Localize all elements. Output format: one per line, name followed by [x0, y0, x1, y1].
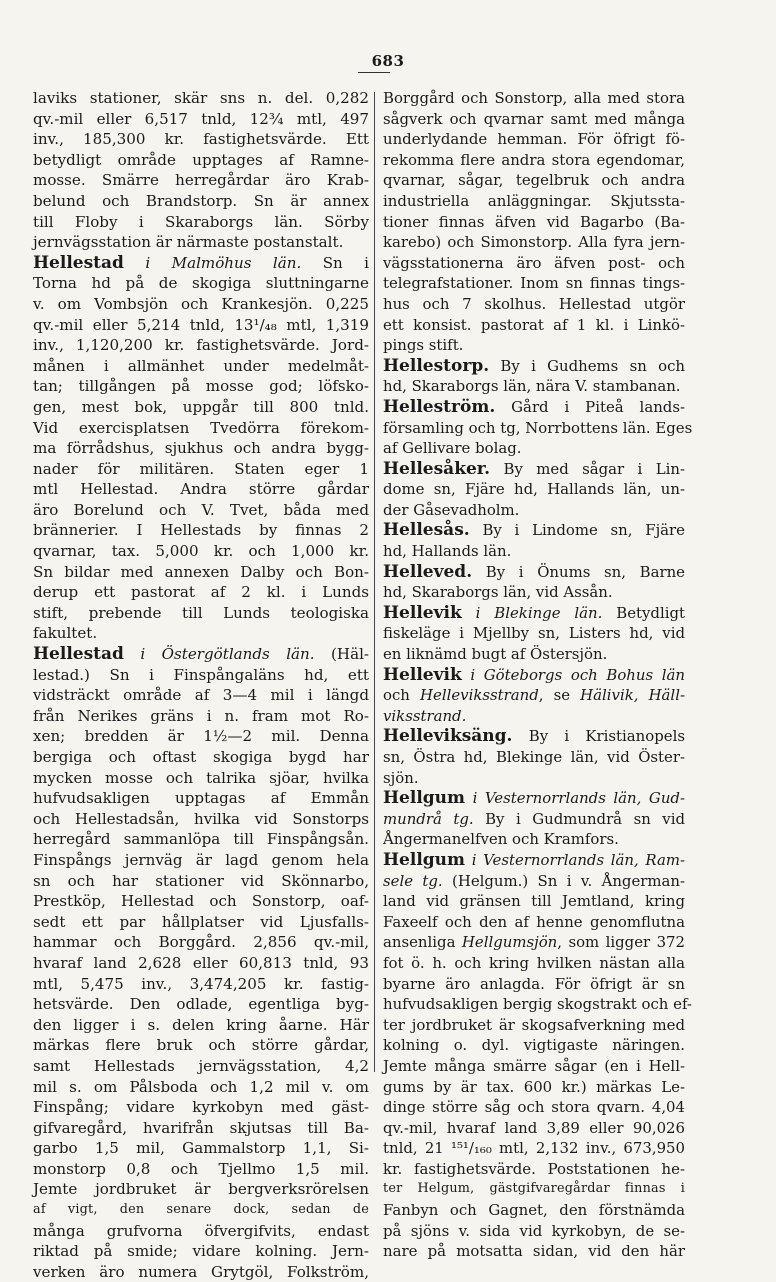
line-text: Sn i [301, 253, 370, 272]
line-text: från Nerikes gräns i n. fram mot Ro- [33, 706, 369, 725]
text-line [383, 850, 685, 871]
text-line [33, 974, 369, 995]
text-line [383, 809, 685, 830]
line-text: kolning o. dyl. vigtigaste näringen. [383, 1036, 685, 1055]
line-text: gifvaregård, hvarifrån skjutsas till Ba- [33, 1118, 369, 1137]
line-text: Gård i Piteå lands- [495, 397, 685, 416]
entry-headword: Hellevik [383, 602, 462, 623]
text-line [33, 459, 369, 480]
text-line [33, 191, 369, 212]
text-line [33, 665, 369, 686]
text-line [33, 871, 369, 892]
line-text: kr. fastighetsvärde. Poststationen he- [383, 1159, 685, 1178]
line-text: sn, Östra hd, Blekinge län, vid Öster- [383, 748, 685, 766]
line-text: belund och Brandstorp. Sn är annex [33, 191, 369, 210]
text-line [33, 726, 369, 747]
line-text: land vid gränsen till Jemtland, kring [383, 892, 685, 911]
text-line [383, 109, 685, 130]
text-line [383, 871, 685, 892]
italic-text: Hellgumsjön [461, 933, 558, 952]
line-text: By i Lindome sn, Fjäre [469, 521, 685, 540]
line-text: fiskeläge i Mjellby sn, Listers hd, vid [383, 624, 685, 643]
line-text: samt Hellestads jernvägsstation, 4,2 [33, 1056, 369, 1075]
text-line [383, 1179, 685, 1200]
entry-headword: Hellestad [33, 644, 124, 665]
line-text: qvarnar, tax. 5,000 kr. och 1,000 kr. [33, 542, 369, 561]
text-line [383, 1118, 685, 1139]
line-text: rekomma flere andra stora egendomar, [383, 150, 685, 169]
text-line [383, 418, 693, 439]
text-line [383, 562, 685, 583]
line-text: den ligger i s. delen kring åarne. Här [33, 1015, 369, 1034]
text-line [383, 623, 685, 644]
text-line [383, 644, 685, 665]
text-line [383, 500, 685, 521]
text-line [383, 953, 685, 974]
text-line [33, 438, 369, 459]
text-line [383, 891, 685, 912]
line-text: vidsträckt område af 3—4 mil i längd [33, 686, 369, 705]
text-line [33, 809, 369, 830]
line-text: der Gåsevadholm. [383, 500, 520, 519]
line-text: monstorp 0,8 och Tjellmo 1,5 mil. [33, 1159, 369, 1178]
text-line [383, 1221, 685, 1242]
text-line [383, 356, 685, 377]
text-line [33, 129, 369, 150]
line-text: vägsstationerna äro äfven post- och [383, 253, 685, 272]
text-line [383, 150, 685, 171]
line-text: mtl Hellestad. Andra större gårdar [33, 480, 369, 499]
text-line [33, 1015, 369, 1036]
line-text: (Helgum.) Sn i v. Ångerman- [442, 871, 685, 890]
line-text: till Floby i Skaraborgs län. Sörby [33, 212, 369, 231]
text-line [33, 315, 369, 336]
text-line [33, 294, 369, 315]
line-text: underlydande hemman. För öfrigt fö- [383, 130, 685, 149]
text-line [383, 747, 685, 768]
text-line [33, 644, 369, 665]
line-text: nare på motsatta sidan, vid den här [383, 1242, 685, 1261]
line-text: Ångermanelfven och Kramfors. [383, 830, 619, 849]
text-line [383, 397, 685, 418]
line-text: ma förrådshus, sjukhus och andra bygg- [33, 439, 369, 458]
line-text: hufvudsakligen bergig skogstrakt och ef- [383, 995, 692, 1014]
text-line [33, 1097, 369, 1118]
line-text: mosse. Smärre herregårdar äro Krab- [33, 171, 369, 190]
line-text: ett konsist. pastorat af 1 kl. i Linkö- [383, 315, 685, 334]
text-line [383, 335, 685, 356]
line-text: herregård sammanlöpa till Finspångsån. [33, 830, 369, 849]
entry-headword: Helleviksäng. [383, 726, 513, 747]
line-text: , som ligger 372 [557, 933, 685, 952]
text-line [383, 932, 685, 953]
entry-region: sele tg. [383, 871, 443, 890]
text-line [33, 520, 369, 541]
text-line [33, 500, 369, 521]
line-text: hvaraf land 2,628 eller 60,813 tnld, 93 [33, 953, 369, 972]
entry-region: i Blekinge län. [461, 603, 603, 622]
text-line [33, 623, 369, 644]
text-line [33, 953, 369, 974]
text-line [383, 726, 685, 747]
text-line [383, 438, 685, 459]
text-line [33, 418, 369, 439]
text-line [33, 994, 369, 1015]
line-text: inv., 185,300 kr. fastighetsvärde. Ett [33, 130, 369, 149]
line-text: garbo 1,5 mil, Gammalstorp 1,1, Si- [33, 1139, 369, 1158]
line-text: hetsvärde. Den odlade, egentliga byg- [33, 995, 369, 1014]
line-text: på sjöns v. sida vid kyrkobyn, de se- [383, 1221, 685, 1240]
text-line [33, 541, 369, 562]
entry-region: i Malmöhus län. [123, 253, 302, 272]
text-line [383, 685, 685, 706]
right-column [383, 88, 693, 1262]
entry-headword: Hellesåker. [383, 458, 491, 479]
italic-text: Hälivik, Häll- [580, 686, 685, 705]
line-text: församling och tg, Norrbottens län. Eges [383, 418, 693, 437]
line-text: , se [538, 686, 581, 705]
text-line [33, 562, 369, 583]
text-line [383, 974, 685, 995]
text-line [383, 520, 685, 541]
line-text: af Gellivare bolag. [383, 439, 522, 458]
text-line [383, 212, 685, 233]
line-text: bergiga och oftast skogiga bygd har [33, 748, 369, 766]
text-line [383, 315, 685, 336]
text-line [33, 1118, 369, 1139]
text-line [33, 829, 369, 850]
text-line [33, 335, 369, 356]
line-text: Finspång; vidare kyrkobyn med gäst- [33, 1098, 369, 1117]
entry-region: viksstrand. [383, 706, 467, 725]
line-text: mycken mosse och talrika sjöar, hvilka [33, 768, 369, 787]
line-text: qv.-mil eller 6,517 tnld, 12¾ mtl, 497 [33, 109, 369, 128]
line-text: Fanbyn och Gagnet, den förstnämda [383, 1201, 685, 1220]
line-text: inv., 1,120,200 kr. fastighetsvärde. Jord- [33, 336, 369, 355]
entry-headword: Hellgum [383, 849, 466, 870]
column-divider [374, 92, 375, 1072]
text-line [383, 170, 685, 191]
line-text: jernvägsstation är närmaste postanstalt. [33, 233, 344, 252]
line-text: Borggård och Sonstorp, alla med stora [383, 89, 685, 107]
text-line [383, 768, 685, 789]
text-line [383, 376, 685, 397]
text-line [33, 397, 369, 418]
text-line [33, 850, 369, 871]
entry-headword: Hellevik [383, 664, 462, 685]
line-text: sn och har stationer vid Skönnarbo, [33, 871, 369, 890]
entry-region: i Vesternorrlands län, Ram- [465, 850, 685, 869]
text-line [33, 1159, 369, 1180]
line-text: sedt ett par hållplatser vid Ljusfalls- [33, 912, 369, 931]
line-text: By med sågar i Lin- [490, 459, 685, 478]
text-line [33, 1200, 369, 1221]
line-text: Betydligt [602, 603, 685, 622]
text-line [33, 747, 369, 768]
line-text: v. om Vombsjön och Krankesjön. 0,225 [33, 294, 369, 313]
line-text: qv.-mil, hvaraf land 3,89 eller 90,026 [383, 1118, 685, 1137]
page-number-underline [358, 72, 390, 73]
line-text: af vigt, den senare dock, sedan de [33, 1202, 369, 1218]
text-line [383, 1015, 685, 1036]
text-line [33, 109, 369, 130]
line-text: ansenliga [383, 933, 462, 952]
line-text: By i Önums sn, Barne [472, 562, 685, 581]
line-text: qvarnar, sågar, tegelbruk och andra [383, 171, 685, 190]
entry-headword: Helleved. [383, 561, 473, 582]
text-line [383, 1241, 685, 1262]
text-line [383, 582, 685, 603]
line-text: Prestköp, Hellestad och Sonstorp, oaf- [33, 892, 369, 911]
text-line [383, 541, 685, 562]
line-text: By i Kristianopels [512, 727, 685, 746]
line-text: och [383, 686, 421, 705]
line-text: hd, Skaraborgs län, nära V. stambanan. [383, 377, 681, 396]
line-text: sågverk och qvarnar samt med många [383, 109, 685, 128]
line-text: mil s. om Pålsboda och 1,2 mil v. om [33, 1077, 369, 1096]
text-line [33, 1077, 369, 1098]
entry-headword: Hellesås. [383, 520, 470, 541]
line-text: Vid exercisplatsen Tvedörra förekom- [33, 418, 369, 437]
line-text: och Hellestadsån, hvilka vid Sonstorps [33, 809, 369, 828]
text-line [383, 129, 685, 150]
text-line [383, 479, 685, 500]
entry-headword: Hellestorp. [383, 355, 490, 376]
text-line [383, 1056, 685, 1077]
text-line [33, 891, 369, 912]
line-text: industriella anläggningar. Skjutssta- [383, 191, 685, 210]
line-text: Jemte jordbruket är bergverksrörelsen [33, 1180, 369, 1199]
entry-region: i Göteborgs och Bohus län [461, 665, 685, 684]
text-line [383, 829, 685, 850]
text-line [33, 1035, 369, 1056]
line-text: Sn bildar med annexen Dalby och Bon- [33, 562, 369, 581]
entry-region: i Vesternorrlands län, Gud- [465, 789, 685, 808]
text-line [383, 1159, 685, 1180]
text-line [33, 603, 369, 624]
line-text: tioner finnas äfven vid Bagarbo (Ba- [383, 212, 685, 231]
text-line [33, 1179, 369, 1200]
text-line [383, 273, 685, 294]
line-text: fakultet. [33, 624, 98, 643]
text-line [33, 768, 369, 789]
line-text: gums by är tax. 600 kr.) märkas Le- [383, 1077, 685, 1096]
line-text: äro Borelund och V. Tvet, båda med [33, 500, 369, 519]
text-line [383, 88, 685, 109]
text-line [33, 356, 369, 377]
text-line [383, 253, 685, 274]
line-text: karebo) och Simonstorp. Alla fyra jern- [383, 233, 685, 252]
text-line [33, 376, 369, 397]
line-text: xen; bredden är 1½—2 mil. Denna [33, 727, 369, 746]
line-text: telegrafstationer. Inom sn finnas tings- [383, 274, 685, 293]
text-line [33, 150, 369, 171]
text-line [33, 273, 369, 294]
text-line [33, 788, 369, 809]
line-text: hd, Hallands län. [383, 542, 512, 561]
text-line [383, 1097, 685, 1118]
line-text: sjön. [383, 768, 419, 787]
text-line [33, 1262, 369, 1282]
text-line [383, 191, 685, 212]
line-text: brännerier. I Hellestads by finnas 2 [33, 521, 369, 540]
entry-region: i Östergötlands län. [123, 645, 315, 664]
line-text: riktad på smide; vidare kolning. Jern- [33, 1242, 369, 1261]
line-text: stift, prebende till Lunds teologiska [33, 603, 369, 622]
line-text: månen i allmänhet under medelmåt- [33, 356, 369, 375]
line-text: tan; tillgången på mosse god; löfsko- [33, 377, 369, 396]
text-line [383, 232, 685, 253]
line-text: hufvudsakligen upptagas af Emmån [33, 789, 369, 808]
line-text: lestad.) Sn i Finspångaläns hd, ett [33, 665, 369, 684]
line-text: fot ö. h. och kring hvilken nästan alla [383, 953, 685, 972]
entry-region: mundrå tg. [383, 809, 474, 828]
line-text: dome sn, Fjäre hd, Hallands län, un- [383, 480, 685, 499]
line-text: mtl, 5,475 inv., 3,474,205 kr. fastig- [33, 974, 369, 993]
text-line [383, 459, 685, 480]
line-text: verken äro numera Grytgöl, Folkström, [33, 1262, 369, 1281]
entry-headword: Helleström. [383, 396, 496, 417]
entry-headword: Hellgum [383, 788, 466, 809]
line-text: hd, Skaraborgs län, vid Assån. [383, 583, 613, 602]
text-line [33, 685, 369, 706]
text-line [33, 232, 369, 253]
line-text: många grufvorna öfvergifvits, endast [33, 1221, 369, 1240]
text-line [33, 479, 369, 500]
line-text: derup ett pastorat af 2 kl. i Lunds [33, 583, 369, 602]
text-line [33, 1056, 369, 1077]
text-line [33, 88, 369, 109]
italic-text: Helleviksstrand [420, 686, 539, 705]
text-line [383, 665, 685, 686]
text-line [33, 1241, 369, 1262]
text-line [33, 912, 369, 933]
line-text: laviks stationer, skär sns n. del. 0,282 [33, 89, 369, 107]
line-text: nader för militären. Staten eger 1 [33, 459, 369, 478]
text-line [33, 253, 369, 274]
line-text: en liknämd bugt af Östersjön. [383, 645, 608, 664]
text-line [383, 1077, 685, 1098]
text-line [33, 1221, 369, 1242]
text-line [383, 706, 685, 727]
line-text: Finspångs jernväg är lagd genom hela [33, 850, 369, 869]
line-text: dinge större såg och stora qvarn. 4,04 [383, 1098, 685, 1117]
line-text: Torna hd på de skogiga sluttningarne [33, 274, 369, 293]
line-text: byarne äro anlagda. För öfrigt är sn [383, 974, 685, 993]
text-line [33, 170, 369, 191]
text-line [383, 1035, 685, 1056]
line-text: hus och 7 skolhus. Hellestad utgör [383, 294, 685, 313]
line-text: märkas flere bruk och större gårdar, [33, 1036, 369, 1055]
line-text: By i Gudhems sn och [489, 356, 685, 375]
text-line [33, 582, 369, 603]
line-text: ter jordbruket är skogsafverkning med [383, 1015, 685, 1034]
left-column [33, 88, 369, 1282]
line-text: tnld, 21 ¹⁵¹/₁₆₀ mtl, 2,132 inv., 673,950 [383, 1139, 685, 1158]
page-number: 683 [371, 52, 405, 70]
text-line [33, 212, 369, 233]
line-text: Jemte många smärre sågar (en i Hell- [383, 1056, 685, 1075]
text-line [383, 912, 685, 933]
text-line [383, 1200, 685, 1221]
entry-headword: Hellestad [33, 252, 124, 273]
line-text: qv.-mil eller 5,214 tnld, 13¹/₄₈ mtl, 1,319 [33, 315, 369, 334]
line-text: betydligt område upptages af Ramne- [33, 150, 369, 169]
text-line [383, 603, 685, 624]
line-text: (Häl- [314, 645, 370, 664]
text-line [383, 994, 692, 1015]
text-line [383, 294, 685, 315]
line-text: By i Gudmundrå sn vid [473, 809, 686, 828]
line-text: hammar och Borggård. 2,856 qv.-mil, [33, 933, 369, 952]
line-text: ter Helgum, gästgifvaregårdar finnas i [383, 1181, 685, 1197]
text-line [383, 788, 685, 809]
line-text: gen, mest bok, uppgår till 800 tnld. [33, 397, 369, 416]
line-text: pings stift. [383, 336, 464, 355]
line-text: Faxeelf och den af henne genomflutna [383, 912, 685, 931]
text-line [33, 706, 369, 727]
text-line [33, 932, 369, 953]
